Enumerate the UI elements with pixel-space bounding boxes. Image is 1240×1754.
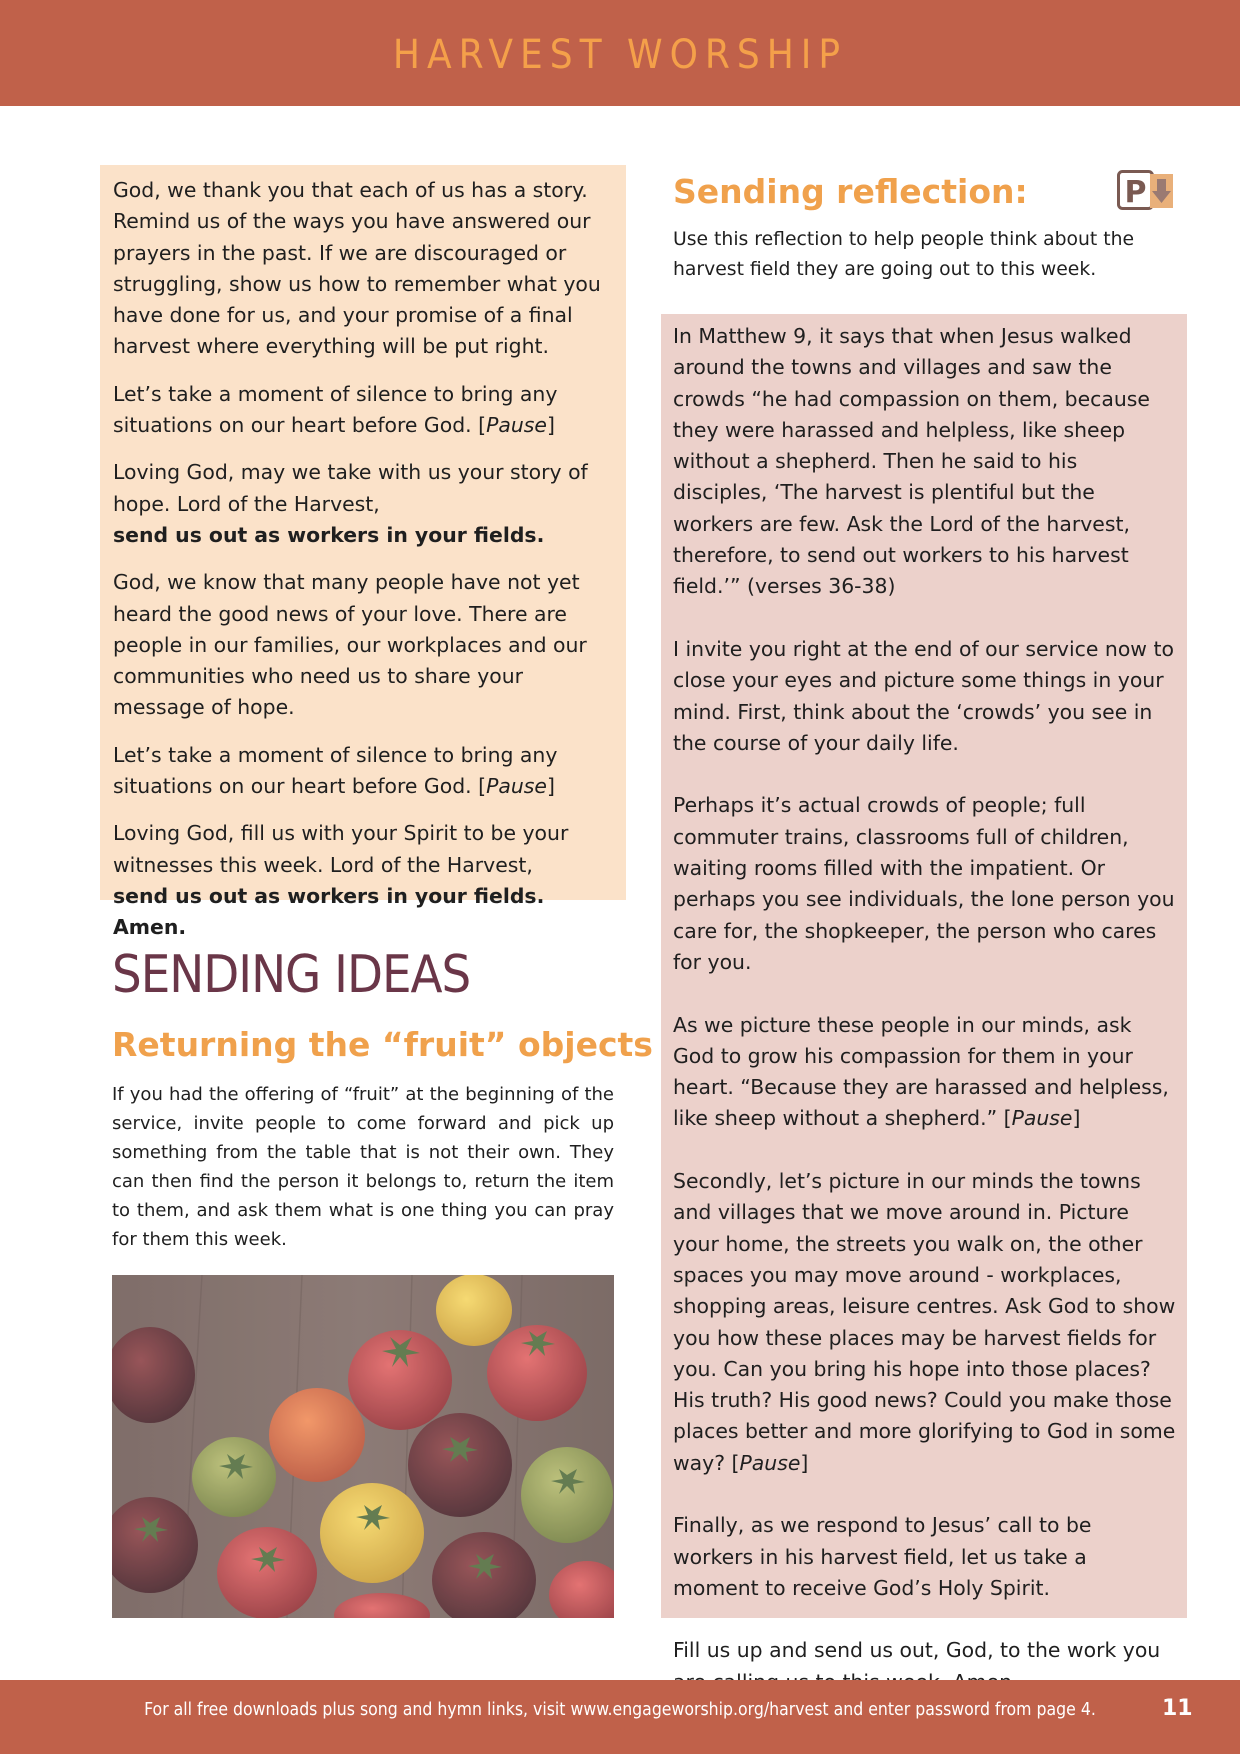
congregation-response: send us out as workers in your fields.: [113, 522, 545, 547]
reflection-intro: Use this reflection to help people think about the harvest field they are going out to this week.: [673, 229, 1135, 280]
prayer-paragraph-5: [113, 740, 614, 803]
prayer-box: [100, 165, 626, 940]
reflection-text: Secondly, let’s picture in our minds the towns and villages that we move around in. Picture your home, the streets you walk on, the other spaces you may move around - workplaces, shopping areas, leisure centres. Ask God to show you how these places may be harvest fields for you. Can you bring his hope into those places? His truth? His good news? Could you make those places better and more glorifying to God in some way? [: [673, 1169, 1176, 1475]
prayer-text: Loving God, may we take with us your story of hope. Lord of the Harvest,: [113, 460, 588, 516]
bracket: ]: [546, 774, 555, 799]
reflection-paragraph-5: [673, 1166, 1177, 1479]
svg-text:P: P: [1124, 175, 1147, 210]
section-title-sending-ideas: SENDING IDEAS: [112, 945, 471, 1005]
prayer-paragraph-1: God, we thank you that each of us has a story. Remind us of the ways you have answered our prayers in the past. If we are discouraged or struggling, show us how to remember what you have done for us, and your promise of a final harvest where everything will be put right.: [113, 178, 601, 359]
pause-cue: Pause: [739, 1450, 801, 1475]
reflection-paragraph-1: In Matthew 9, it says that when Jesus walked around the towns and villages and saw the crowds “he had compassion on them, because they were harassed and helpless, like sheep without a shepherd. Then he said to his disciples, ‘The harvest is plentiful but the workers are few. Ask the Lord of the harvest, therefore, to send out workers to his harvest field.’” (verses 36-38): [673, 324, 1150, 599]
bracket: ]: [1072, 1106, 1081, 1131]
page-number: 11: [1162, 1696, 1193, 1721]
reflection-box: [661, 314, 1187, 1663]
footer-text: For all free downloads plus song and hymn links, visit www.engageworship.org/harvest and enter password from page 4.: [144, 1700, 1096, 1720]
prayer-paragraph-4: God, we know that many people have not yet heard the good news of your love. There are people in our families, our workplaces and our communities who need us to share your message of hope.: [113, 570, 587, 720]
powerpoint-download-icon[interactable]: [1117, 170, 1175, 212]
prayer-paragraph-2: [113, 379, 614, 442]
reflection-paragraph-3: Perhaps it’s actual crowds of people; full commuter trains, classrooms full of children, waiting rooms filled with the impatient. Or perhaps you see individuals, the lone person you care for, the shopkeeper, the person who cares for you.: [673, 793, 1175, 974]
reflection-paragraph-6: Finally, as we respond to Jesus’ call to be workers in his harvest field, let us take a moment to receive God’s Holy Spirit.: [673, 1513, 1092, 1600]
bracket: ]: [800, 1450, 809, 1475]
bracket: ]: [546, 413, 555, 438]
prayer-text: Let’s take a moment of silence to bring any situations on our heart before God. [: [113, 742, 558, 799]
subtitle-returning-fruit: Returning the “fruit” objects: [112, 1025, 653, 1064]
prayer-paragraph-3: [113, 457, 614, 551]
reflection-paragraph-4: [673, 1010, 1177, 1135]
reflection-text: As we picture these people in our minds, ask God to grow his compassion for them in your heart. “Because they are harassed and helpless, like sheep without a shepherd.” [: [673, 1012, 1169, 1131]
reflection-paragraph-2: I invite you right at the end of our service now to close your eyes and picture some things in your mind. First, think about the ‘crowds’ you see in the course of your daily life.: [673, 636, 1174, 755]
prayer-text: Let’s take a moment of silence to bring any situations on our heart before God. [: [113, 381, 558, 438]
reflection-paragraph-7: Fill us up and send us out, God, to the work you: [673, 1638, 1161, 1663]
tomatoes-photo: [112, 1275, 614, 1618]
sending-ideas-text: If you had the offering of “fruit” at the beginning of the service, invite people to come forward and pick up something from the table that is not their own. They can then find the person it belongs to, return the item to them, and ask them what is one thing you can pray for them this week.: [112, 1084, 614, 1250]
sending-reflection-title: Sending reflection:: [673, 172, 1028, 211]
congregation-response: send us out as workers in your fields. Amen.: [113, 883, 545, 940]
pause-cue: Pause: [486, 774, 547, 799]
pause-cue: Pause: [486, 413, 547, 438]
prayer-text: Loving God, fill us with your Spirit to be your witnesses this week. Lord of the Harvest,: [113, 821, 569, 877]
header-band: [0, 0, 1240, 106]
page-header-title: HARVEST WORSHIP: [392, 32, 848, 78]
pause-cue: Pause: [1011, 1106, 1073, 1131]
prayer-paragraph-6: [113, 818, 614, 943]
